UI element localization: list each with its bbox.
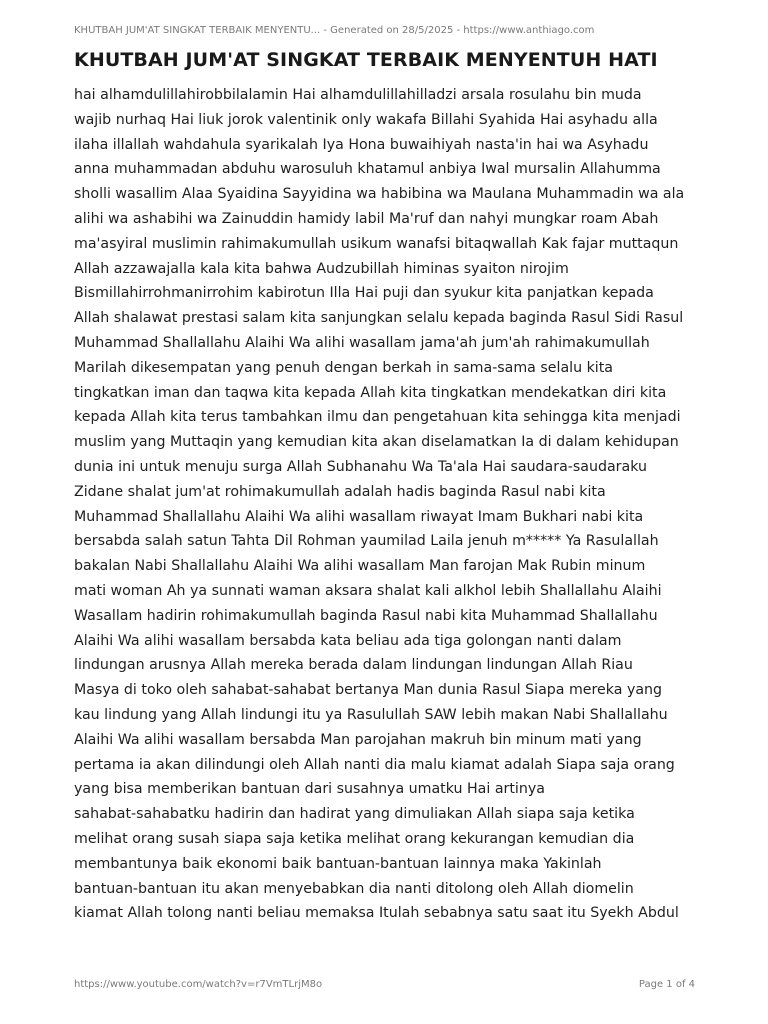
body-line: muslim yang Muttaqin yang kemudian kita akan diselamatkan Ia di dalam kehidupan (74, 434, 679, 451)
body-line: anna muhammadan abduhu warosuluh khatamul anbiya Iwal mursalin Allahumma (74, 161, 661, 178)
body-line: bakalan Nabi Shallallahu Alaihi Wa alihi wasallam Man farojan Mak Rubin minum (74, 558, 646, 575)
body-line: pertama ia akan dilindungi oleh Allah nanti dia malu kiamat adalah Siapa saja orang (74, 756, 675, 773)
body-line: melihat orang susah siapa saja ketika melihat orang kekurangan kemudian dia (74, 830, 635, 847)
body-line: mati woman Ah ya sunnati waman aksara shalat kali alkhol lebih Shallallahu Alaihi (74, 582, 662, 599)
body-line: wajib nurhaq Hai liuk jorok valentinik only wakafa Billahi Syahida Hai asyhadu alla (74, 111, 658, 128)
body-line: Allah azzawajalla kala kita bahwa Audzubillah himinas syaiton nirojim (74, 260, 569, 277)
body-line: ilaha illallah wahdahula syarikalah Iya Hona buwaihiyah nasta'in hai wa Asyhadu (74, 136, 649, 153)
body-line: sholli wasallim Alaa Syaidina Sayyidina wa habibina wa Maulana Muhammadin wa ala (74, 186, 685, 203)
body-line: sahabat-sahabatku hadirin dan hadirat yang dimuliakan Allah siapa saja ketika (74, 806, 635, 823)
body-line: bersabda salah satun Tahta Dil Rohman yaumilad Laila jenuh m***** Ya Rasulallah (74, 533, 659, 550)
body-line: ma'asyiral muslimin rahimakumullah usikum wanafsi bitaqwallah Kak fajar muttaqun (74, 235, 679, 252)
body-line: Marilah dikesempatan yang penuh dengan berkah in sama-sama selalu kita (74, 359, 613, 376)
body-line: alihi wa ashabihi wa Zainuddin hamidy labil Ma'ruf dan nahyi mungkar roam Abah (74, 210, 659, 227)
body-line: Alaihi Wa alihi wasallam bersabda kata beliau ada tiga golongan nanti dalam (74, 632, 622, 649)
document-body (74, 83, 714, 926)
body-line: Zidane shalat jum'at rohimakumullah adalah hadis baginda Rasul nabi kita (74, 483, 606, 500)
page-header: KHUTBAH JUM'AT SINGKAT TERBAIK MENYENTU... - Generated on 28/5/2025 - https://www.anthiago.com (74, 25, 595, 36)
body-line: Bismillahirrohmanirrohim kabirotun Illa Hai puji dan syukur kita panjatkan kepada (74, 285, 654, 302)
body-line: kau lindung yang Allah lindungi itu ya Rasulullah SAW lebih makan Nabi Shallallahu (74, 706, 668, 723)
body-line: kiamat Allah tolong nanti beliau memaksa Itulah sebabnya satu saat itu Syekh Abdul (74, 905, 679, 922)
body-line: Wasallam hadirin rohimakumullah baginda Rasul nabi kita Muhammad Shallallahu (74, 607, 658, 624)
body-line: Allah shalawat prestasi salam kita sanjungkan selalu kepada baginda Rasul Sidi Rasul (74, 310, 684, 327)
body-line: Masya di toko oleh sahabat-sahabat bertanya Man dunia Rasul Siapa mereka yang (74, 682, 663, 699)
source-url: https://www.youtube.com/watch?v=r7VmTLrjM8o (74, 979, 323, 990)
page-number: Page 1 of 4 (638, 979, 695, 990)
body-line: tingkatkan iman dan taqwa kita kepada Allah kita tingkatkan mendekatkan diri kita (74, 384, 667, 401)
body-line: kepada Allah kita terus tambahkan ilmu dan pengetahuan kita sehingga kita menjadi (74, 409, 681, 426)
body-line: bantuan-bantuan itu akan menyebabkan dia nanti ditolong oleh Allah diomelin (74, 880, 634, 897)
body-line: yang bisa memberikan bantuan dari susahnya umatku Hai artinya (74, 781, 545, 798)
body-line: hai alhamdulillahirobbilalamin Hai alhamdulillahilladzi arsala rosulahu bin muda (74, 87, 642, 103)
document-title: KHUTBAH JUM'AT SINGKAT TERBAIK MENYENTUH HATI (74, 49, 658, 71)
body-line: Muhammad Shallallahu Alaihi Wa alihi wasallam jama'ah jum'ah rahimakumullah (74, 334, 650, 351)
body-line: lindungan arusnya Allah mereka berada dalam lindungan lindungan Allah Riau (74, 657, 633, 674)
body-line: dunia ini untuk menuju surga Allah Subhanahu Wa Ta'ala Hai saudara-saudaraku (74, 458, 647, 475)
body-line: membantunya baik ekonomi baik bantuan-bantuan lainnya maka Yakinlah (74, 855, 602, 872)
body-line: Alaihi Wa alihi wasallam bersabda Man parojahan makruh bin minum mati yang (74, 731, 642, 748)
body-line: Muhammad Shallallahu Alaihi Wa alihi wasallam riwayat Imam Bukhari nabi kita (74, 508, 644, 525)
